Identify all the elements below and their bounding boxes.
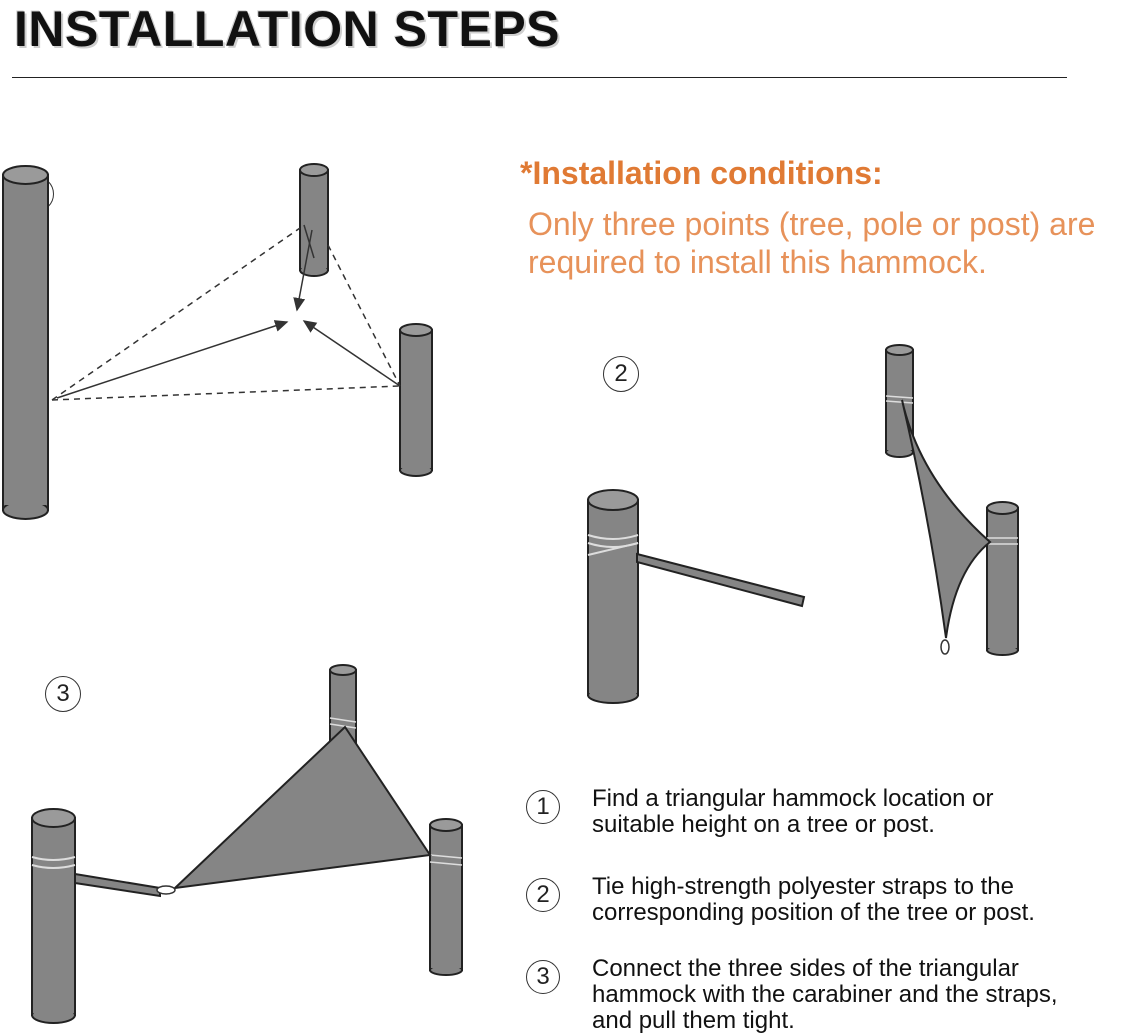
post-right (430, 819, 462, 975)
conditions-heading: *Installation conditions: (520, 155, 883, 191)
step-3-number: 3 (526, 960, 560, 994)
step-3-text: Connect the three sides of the triangular hammock with the carabiner and the straps, and pull them tight. (592, 955, 1058, 1034)
step-1-text: Find a triangular hammock location or suitable height on a tree or post. (592, 785, 994, 838)
post-left (32, 809, 75, 1023)
post-left (588, 490, 638, 703)
strap (75, 874, 160, 896)
carabiner (941, 640, 949, 654)
step-1-number: 1 (526, 790, 560, 824)
post-right (987, 502, 1018, 655)
figure-2-label: 2 (603, 356, 639, 392)
figure-3-diagram (20, 655, 480, 1030)
strap (637, 554, 804, 606)
page-title: INSTALLATION STEPS (14, 1, 561, 57)
figure-3-label: 3 (45, 676, 81, 712)
step-2-text: Tie high-strength polyester straps to the corresponding position of the tree or post. (592, 873, 1035, 926)
post-left (3, 166, 48, 519)
post-right (400, 324, 432, 476)
post-top (300, 164, 328, 276)
figure-1-diagram (0, 150, 460, 530)
triangle-guide-lines (52, 228, 400, 400)
hammock-sail (175, 727, 430, 888)
title-divider (12, 77, 1067, 78)
post-top (886, 345, 913, 457)
figure-2-diagram (570, 340, 1030, 710)
hammock-sail (902, 400, 990, 638)
direction-arrows (57, 225, 400, 398)
carabiner (157, 886, 175, 894)
step-2-number: 2 (526, 878, 560, 912)
conditions-text: Only three points (tree, pole or post) are required to install this hammock. (528, 206, 1096, 280)
